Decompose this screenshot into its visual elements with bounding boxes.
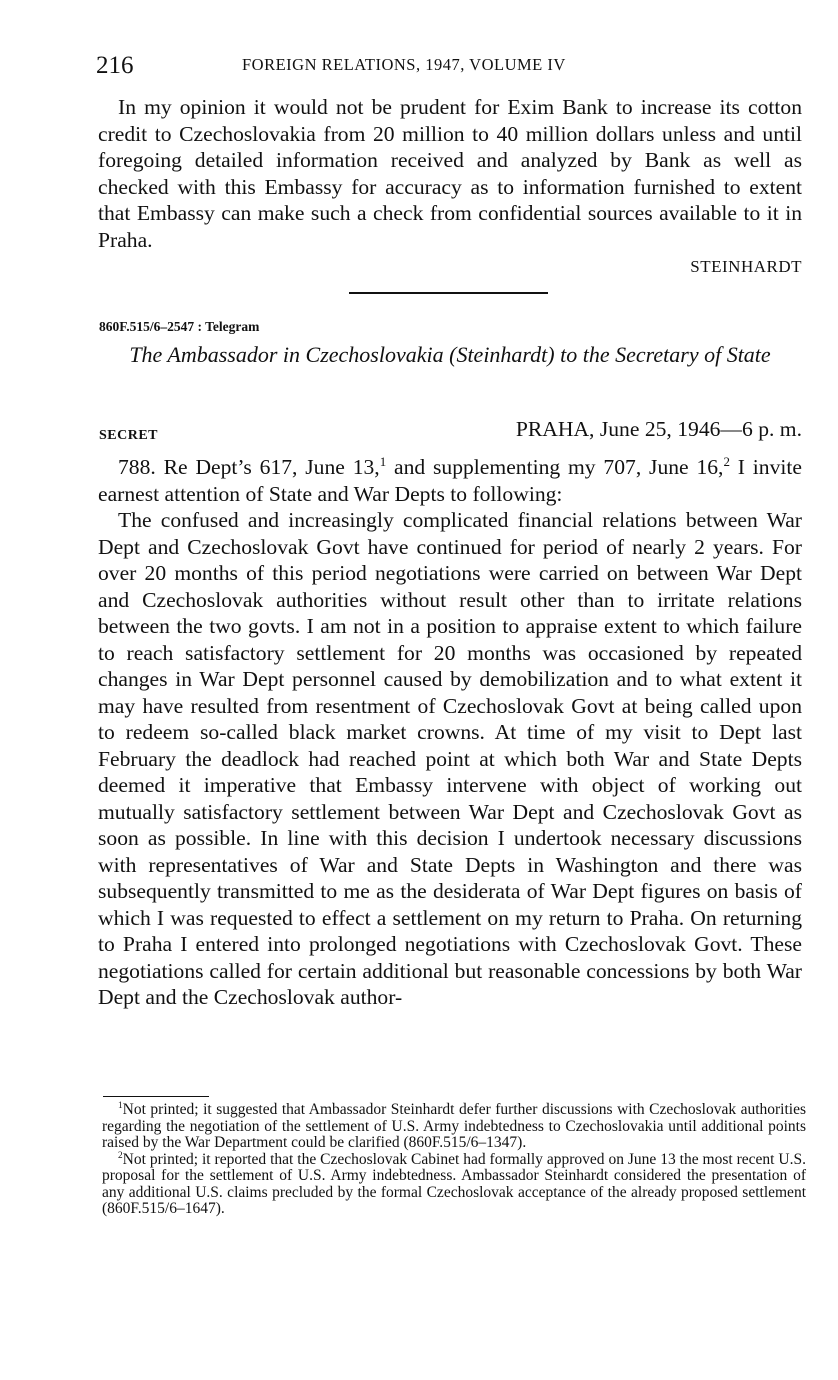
footnote-marker: 2: [118, 1150, 123, 1161]
dateline-place: PRAHA,: [515, 417, 595, 441]
body-paragraph: The confused and increasingly complicated financial relations between War Dept and Czechoslovak Govt have continued for period of nearly 2 years. For over 20 months of this period negotiations were carried on between War Dept and Czechoslovak authorities without result other than to irritate relations between the two govts. I am not in a position to appraise extent to which failure to reach satisfactory settlement for 20 months was occasioned by repeated changes in War Dept personnel caused by demobilization and to what extent it may have resulted from resentment of Czechoslovak Govt at being called upon to redeem so-called black market crowns. At time of my visit to Dept last February the deadlock had reached point at which both War and State Depts deemed it imperative that Embassy intervene with object of working out mutually satisfactory settlement between War Dept and Czechoslovak Govt as soon as possible. In line with this decision I undertook necessary discussions with representatives of War and State Depts in Washington and there was subsequently transmitted to me as the desiderata of War Dept figures on basis of which I was requested to effect a settlement on my return to Praha. On returning to Praha I entered into prolonged negotiations with Czechoslovak Govt. These negotiations called for certain additional but reasonable concessions by both War Dept and the Czechoslovak author-: [98, 508, 802, 1009]
dateline: [516, 417, 802, 442]
section-divider: [349, 292, 548, 294]
page-header: [96, 52, 802, 82]
footnote-1: [102, 1102, 806, 1152]
footnote-text: Not printed; it suggested that Ambassador Steinhardt defer further discussions with Czechoslovak authorities regarding the negotiation of the settlement of U.S. Army indebtedness to Czechoslovakia until additional points raised by the War Department could be clarified (860F.515/6–1347).: [102, 1101, 806, 1151]
footnote-text: Not printed; it reported that the Czechoslovak Cabinet had formally approved on June 13 the most recent U.S. proposal for the settlement of U.S. Army indebtedness. Ambassador Steinhardt considered the presentation of any additional U.S. claims precluded by the formal Czechoslovak acceptance of the already proposed settlement (860F.515/6–1647).: [102, 1150, 806, 1217]
opening-text-c: I invite earnest attention of State and War Depts to following:: [98, 455, 802, 506]
signature: STEINHARDT: [690, 257, 802, 276]
page-number: 216: [96, 52, 134, 79]
footnote-marker: 1: [118, 1100, 123, 1111]
opening-text-b: and supplementing my 707, June 16,: [386, 455, 724, 479]
opening-paragraph: [98, 454, 802, 507]
opening-text-a: 788. Re Dept’s 617, June 13,: [118, 455, 380, 479]
dateline-date: June 25, 1946—6 p. m.: [594, 417, 802, 441]
file-reference: 860F.515/6–2547 : Telegram: [99, 319, 260, 334]
footnote-ref-1: 1: [379, 453, 387, 469]
previous-document-paragraph: In my opinion it would not be prudent for Exim Bank to increase its cotton credit to Czechoslovakia from 20 million to 40 million dollars unless and until foregoing detailed information received and analyzed by Bank as well as checked with this Embassy for accuracy as to information furnished to extent that Embassy can make such a check from confidential sources available to it in Praha.: [98, 95, 802, 252]
classification-label: SECRET: [99, 428, 159, 443]
running-title: FOREIGN RELATIONS, 1947, VOLUME IV: [242, 55, 566, 74]
document-title: The Ambassador in Czechoslovakia (Steinhardt) to the Secretary of State: [129, 342, 771, 367]
footnotes: [102, 1102, 806, 1218]
footnote-ref-2: 2: [723, 453, 730, 469]
footnote-divider: [103, 1096, 209, 1097]
footnote-2: [102, 1152, 806, 1218]
